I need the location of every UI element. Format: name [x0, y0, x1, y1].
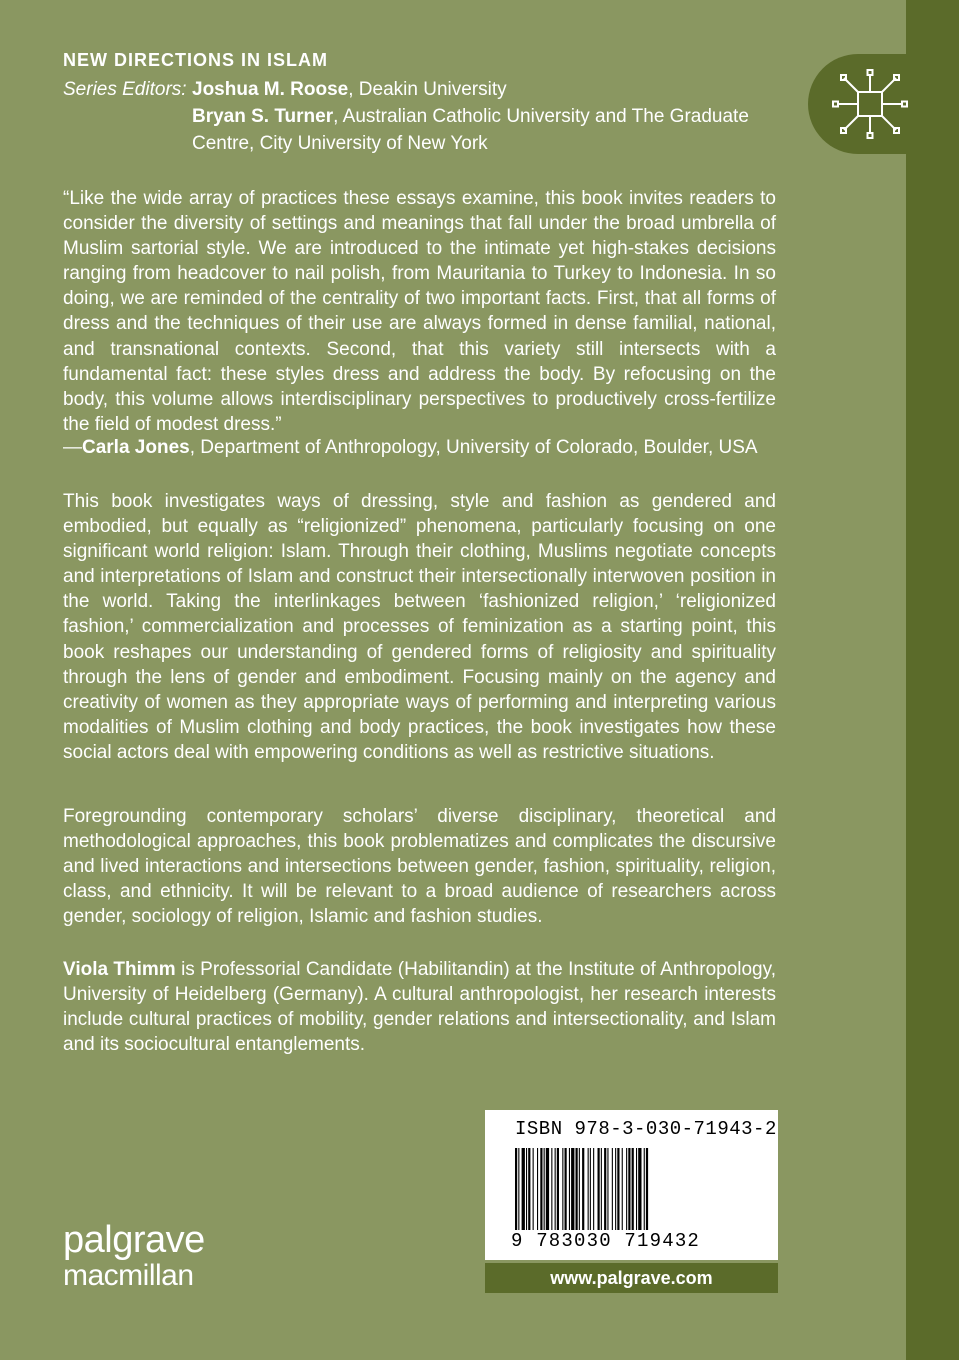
quote-affiliation: , Department of Anthropology, University of Colorado, Boulder, USA	[189, 437, 758, 458]
editor2-affiliation-cont: Centre, City University of New York	[192, 133, 488, 154]
publisher-line-1: palgrave	[63, 1219, 205, 1261]
editor2-name: Bryan S. Turner	[192, 106, 334, 127]
editor-row-1	[63, 76, 803, 103]
description-paragraph-1	[63, 489, 776, 765]
editor-row-3	[63, 130, 803, 157]
barcode-box	[485, 1110, 778, 1260]
description-text-1: This book investigates ways of dressing, style and fashion as gendered and embodied, but equally as “religionized” phenomena, particularly focusing on one significant world religion: Islam. Through their clothing, Muslims negotiate concepts and interpretations of Islam and construct their intersectionally interwoven position in the world. Taking the interlinkages between ‘fashionized religion,’ ‘religionized fashion,’ commercialization and processes of feminization as a starting point, this book reshapes our understanding of gendered forms of religiosity and spirituality through the lens of gender and embodiment. Focusing mainly on the agency and creativity of women as they appropriate ways of performing and interpreting various modalities of Muslim clothing and body practices, the book investigates how these social actors deal with empowering conditions as well as restrictive situations.	[63, 491, 776, 763]
logo-tab	[808, 54, 959, 154]
quote-author: Carla Jones	[82, 437, 190, 458]
editor1-name: Joshua M. Roose	[192, 79, 349, 100]
quote-dash: —	[63, 437, 82, 458]
author-bio-text	[63, 957, 776, 1057]
publisher-line-2: macmillan	[63, 1259, 194, 1292]
barcode-bars	[515, 1148, 750, 1230]
series-title: NEW DIRECTIONS IN ISLAM	[63, 50, 328, 70]
endorsement-quote	[63, 186, 776, 437]
quote-attribution	[63, 435, 758, 460]
editors-label: Series Editors:	[63, 79, 187, 100]
editor-row-2	[63, 103, 803, 130]
editor2-affiliation: , Australian Catholic University and The Graduate	[333, 106, 749, 127]
palgrave-network-icon	[830, 68, 910, 140]
quote-text: “Like the wide array of practices these essays examine, this book invites readers to consider the diversity of settings and meanings that fall under the broad umbrella of Muslim sartorial style. We are introduced to the intimate yet high-stakes decisions ranging from headcover to nail polish, from Mauritania to Turkey to Indonesia. In so doing, we are reminded of the centrality of two important facts. First, that all forms of dress and the techniques of their use are always formed in dense familial, national, and transnational contexts. Second, that this variety still intersects with a fundamental fact: these styles dress and address the body. By refocusing on the body, this volume allows interdisciplinary perspectives to productively cross-fertilize the field of modest dress.”	[63, 188, 776, 435]
isbn-label: ISBN 978-3-030-71943-2	[515, 1118, 777, 1140]
author-name: Viola Thimm	[63, 959, 176, 980]
spine-band	[906, 0, 959, 1360]
publisher-url: www.palgrave.com	[485, 1263, 778, 1293]
author-bio-body: is Professorial Candidate (Habilitandin) at the Institute of Anthropology, University of Heidelberg (Germany). A cultural anthropologist, her research interests include cultural practices of mobility, gender relations and intersectionality, and Islam and its sociocultural entanglements.	[63, 959, 776, 1056]
publisher-logo	[63, 1219, 205, 1294]
series-editors	[63, 76, 803, 157]
description-text-2: Foregrounding contemporary scholars’ diverse disciplinary, theoretical and methodological approaches, this book problematizes and complicates the discursive and lived interactions and intersections between gender, fashion, spirituality, religion, class, and ethnicity. It will be relevant to a broad audience of researchers across gender, sociology of religion, Islamic and fashion studies.	[63, 806, 776, 928]
ean-digits: 9 783030 719432	[511, 1230, 701, 1252]
editor1-affiliation: , Deakin University	[348, 79, 507, 100]
author-bio	[63, 957, 776, 1057]
description-paragraph-2	[63, 804, 776, 929]
